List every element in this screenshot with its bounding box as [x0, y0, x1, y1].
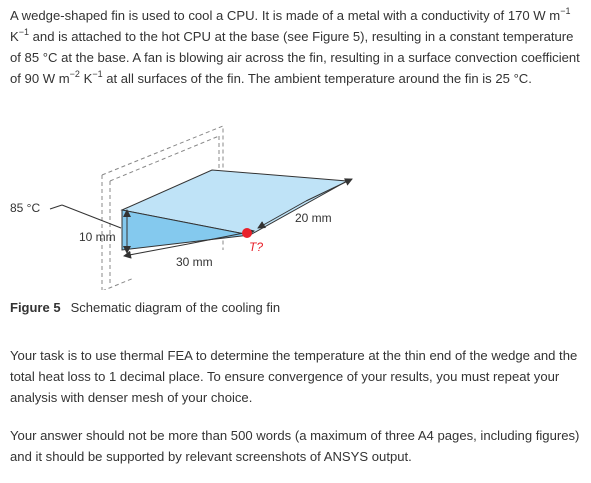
problem-statement [10, 5, 585, 89]
base-height-label: 10 mm [79, 230, 116, 244]
fin-schematic [0, 120, 370, 290]
answer-requirements-paragraph: Your answer should not be more than 500 words (a maximum of three A4 pages, including figures) and it should be supported by relevant screenshots of ANSYS output. [10, 428, 580, 464]
base-temperature-leader [62, 205, 121, 228]
statement-part: K [10, 29, 19, 44]
base-width-label: 30 mm [176, 255, 213, 269]
task-paragraph: Your task is to use thermal FEA to determine the temperature at the thin end of the wedge and the total heat loss to 1 decimal place. To ensure convergence of your results, you must repeat your analysis with denser mesh of your choice. [10, 348, 578, 405]
superscript: −1 [92, 68, 103, 79]
tip-temperature-label: T? [249, 240, 264, 254]
length-label: 20 mm [295, 211, 332, 225]
statement-part: A wedge-shaped fin is used to cool a CPU. It is made of a metal with a conductivity of [10, 8, 505, 23]
statement-part: at all surfaces of the fin. The ambient temperature around the fin is 25 °C. [102, 71, 532, 86]
superscript: −2 [69, 68, 80, 79]
figure-caption [10, 300, 280, 315]
superscript: −1 [18, 26, 29, 37]
tip-temperature-marker [242, 228, 252, 238]
figure-caption-label: Figure 5 [10, 300, 61, 315]
statement-part: 170 W m [507, 8, 561, 23]
base-temperature-label: 85 °C [10, 201, 41, 215]
figure-caption-text: Schematic diagram of the cooling fin [70, 300, 281, 315]
base-temperature-leader [50, 205, 62, 209]
superscript: −1 [560, 5, 571, 16]
statement-part: K [79, 71, 93, 86]
statement-part: and is attached to the hot CPU at the base (see Figure 5), resulting in a constant temperature of 85 °C at the base. A fan is blowing air across the fin, resulting in a surface convection coefficient of 90 W m [10, 29, 580, 86]
